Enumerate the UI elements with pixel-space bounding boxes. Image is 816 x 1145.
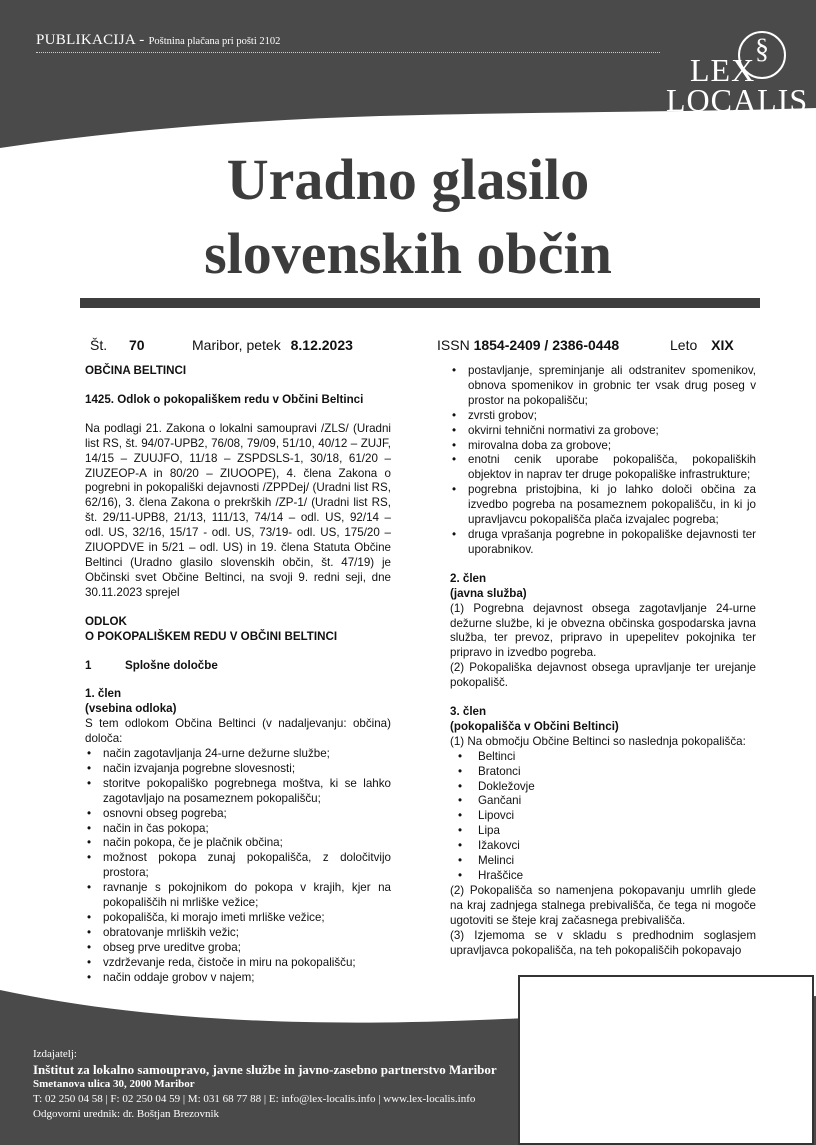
- issue-number: [90, 337, 145, 353]
- act-heading: 1425. Odlok o pokopališkem redu v Občini Beltinci: [85, 392, 364, 406]
- article-2-subtitle: (javna služba): [450, 586, 527, 600]
- responsible-editor: Odgovorni urednik: dr. Boštjan Brezovnik: [33, 1108, 220, 1120]
- list-item: • enotni cenik uporabe pokopališča, pokopaliških objektov in naprav ter druge pokopališke infrastrukture;: [450, 453, 756, 483]
- article-3-paragraph-2: (2) Pokopališča so namenjena pokopavanju umrlih glede na kraj zadnjega stalnega prebivališča, če tega ni mogoče ugotoviti se šteje kraj začasnega prebivališča.: [450, 883, 756, 927]
- issn-value: 1854-2409 / 2386-0448: [473, 337, 620, 353]
- article-3-subtitle: (pokopališča v Občini Beltinci): [450, 719, 619, 733]
- list-item: • postavljanje, spreminjanje ali odstranitev spomenikov, obnova spomenikov in grobnic ter vsak drug poseg v prostor na pokopališču;: [450, 364, 756, 409]
- list-item: • Lipovci: [450, 809, 756, 824]
- odlok-title: ODLOK: [85, 614, 127, 628]
- footer-publisher-info: [33, 1047, 497, 1122]
- article-2-paragraph-1: (1) Pogrebna dejavnost obsega zagotavljanje 24-urne dežurne službe, ki je obvezna občinska gospodarska javna služba, ter prevoz, pripravo in upepelitev pokojnika ter pripravo in izvedbo pogreba.: [450, 601, 756, 660]
- issue-number-value: 70: [129, 337, 145, 353]
- issue-issn: [437, 337, 619, 353]
- list-item: • zvrsti grobov;: [450, 409, 756, 424]
- list-item: • način izvajanja pogrebne slovesnosti;: [85, 762, 391, 777]
- list-item: • način pokopa, če je plačnik občina;: [85, 836, 391, 851]
- logo-localis: LOCALIS: [666, 82, 809, 118]
- section-number: 1: [85, 658, 92, 672]
- logo-lex: LEX: [690, 52, 756, 88]
- list-item: • obseg prve ureditve groba;: [85, 941, 391, 956]
- issue-date: [192, 337, 353, 353]
- list-item: • storitve pokopališko pogrebnega moštva, ki se lahko zagotavljajo na posameznem pokopališču;: [85, 777, 391, 807]
- section-sign-icon: §: [755, 34, 769, 65]
- article-1-title: 1. člen: [85, 687, 122, 701]
- section-heading: [85, 659, 391, 674]
- list-item: • okvirni tehnični normativi za grobove;: [450, 424, 756, 439]
- list-item: • Gančani: [450, 794, 756, 809]
- list-item: • Bratonci: [450, 765, 756, 780]
- publication-label: [36, 32, 280, 49]
- list-item: • Dokležovje: [450, 780, 756, 795]
- list-item: • Hraščice: [450, 869, 756, 884]
- article-3-paragraph-1: (1) Na območju Občine Beltinci so naslednja pokopališča:: [450, 734, 746, 748]
- masthead-title-line1: Uradno glasilo: [226, 147, 590, 212]
- list-item: • Lipa: [450, 824, 756, 839]
- left-column: [85, 364, 391, 986]
- list-item: • mirovalna doba za grobove;: [450, 439, 756, 454]
- issue-place-day: Maribor, petek: [192, 337, 281, 353]
- address-label-box: [518, 975, 814, 1145]
- separator-text: -: [139, 32, 145, 48]
- publisher-contacts: T: 02 250 04 58 | F: 02 250 04 59 | M: 031 68 77 88 | E: info@lex-localis.info | www.lex-localis.info: [33, 1093, 476, 1105]
- article-3-title: 3. člen: [450, 705, 487, 719]
- dotted-divider: [36, 52, 660, 53]
- list-item: • ravnanje s pokojnikom do pokopa v krajih, kjer na pokopališčih ni mrliške vežice;: [85, 881, 391, 911]
- list-item: • način zagotavljanja 24-urne dežurne službe;: [85, 747, 391, 762]
- issue-number-label: Št.: [90, 337, 108, 353]
- article-3-paragraph-3: (3) Izjemoma se v skladu s predhodnim soglasjem upravljavca pokopališča, na teh pokopališčih pokopavajo: [450, 928, 756, 957]
- list-item: • Melinci: [450, 854, 756, 869]
- issue-date-value: 8.12.2023: [290, 337, 353, 353]
- publisher-address: Smetanova ulica 30, 2000 Maribor: [33, 1078, 195, 1090]
- masthead-title-line2: slovenskih občin: [204, 221, 612, 286]
- list-item: • osnovni obseg pogreba;: [85, 807, 391, 822]
- article-1-list-continued: [450, 364, 756, 558]
- section-title: Splošne določbe: [125, 658, 218, 672]
- right-column: [450, 364, 756, 958]
- list-item: • obratovanje mrliških vežic;: [85, 926, 391, 941]
- list-item: • pogrebna pristojbina, ki jo lahko določi občina za izvedbo pogreba na posameznem pokopališču, in ki jo upravljavcu pokopališča plača izvajalec pogreba;: [450, 483, 756, 528]
- issue-year: [670, 337, 734, 353]
- postage-text: Poštnina plačana pri pošti 2102: [148, 36, 281, 47]
- list-item: • Ižakovci: [450, 839, 756, 854]
- publisher-name: Inštitut za lokalno samoupravo, javne službe in javno-zasebno partnerstvo Maribor: [33, 1062, 497, 1077]
- list-item: • možnost pokopa zunaj pokopališča, z določitvijo prostora;: [85, 851, 391, 881]
- article-1-subtitle: (vsebina odloka): [85, 702, 177, 716]
- publisher-label: Izdajatelj:: [33, 1048, 77, 1060]
- municipality-heading: OBČINA BELTINCI: [85, 364, 187, 377]
- issn-label: ISSN: [437, 337, 470, 353]
- odlok-subtitle: O POKOPALIŠKEM REDU V OBČINI BELTINCI: [85, 629, 338, 643]
- title-rule: [80, 298, 760, 308]
- year-label: Leto: [670, 337, 698, 353]
- article-1-intro: S tem odlokom Občina Beltinci (v nadaljevanju: občina) določa:: [85, 717, 391, 746]
- list-item: • vzdrževanje reda, čistoče in miru na pokopališču;: [85, 956, 391, 971]
- article-2-paragraph-2: (2) Pokopališka dejavnost obsega upravljanje ter urejanje pokopališč.: [450, 661, 756, 690]
- preamble: Na podlagi 21. Zakona o lokalni samoupravi /ZLS/ (Uradni list RS, št. 94/07-UPB2, 76/08, 79/09, 51/10, 40/12 – ZUJF, 14/15 – ZUUJFO, 11/18 – ZSPDSLS-1, 30/18, 61/20 – ZIUZEOP-A in 80/20 – ZIUOOPE), 4. člena Zakona o pogrebni in pokopališki dejavnosti /ZPPDej/ (Uradni list RS, 62/16), 3. člena Zakona o prekrških /ZP-1/ (Uradni list RS, št. 29/11-UPB8, 21/13, 111/13, 74/14 – odl. US, 92/14 – odl. US, 32/16, 15/17 - odl. US, 73/19- odl. US, 175/20 – ZIUOPDVE in 5/21 – odl. US) in 19. člena Statuta Občine Beltinci (Uradno glasilo slovenskih občin, št. 47/19) je Občinski svet Občine Beltinci, na svoji 9. redni seji, dne 30.11.2023 sprejel: [85, 421, 391, 599]
- year-value: XIX: [711, 337, 734, 353]
- cemetery-list: [450, 750, 756, 884]
- list-item: • pokopališča, ki morajo imeti mrliške vežice;: [85, 911, 391, 926]
- list-item: • Beltinci: [450, 750, 756, 765]
- article-2-title: 2. člen: [450, 571, 487, 585]
- list-item: • druga vprašanja pogrebne in pokopališke dejavnosti ter uporabnikov.: [450, 528, 756, 558]
- article-1-list: [85, 747, 391, 986]
- list-item: • način oddaje grobov v najem;: [85, 971, 391, 986]
- publikacija-text: PUBLIKACIJA: [36, 32, 136, 48]
- list-item: • način in čas pokopa;: [85, 822, 391, 837]
